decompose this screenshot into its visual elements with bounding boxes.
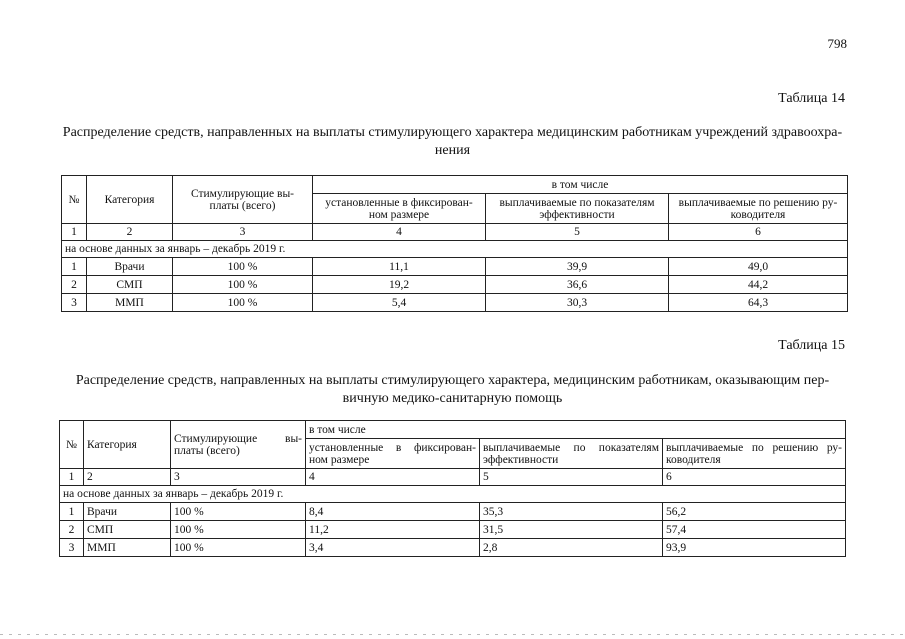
table-row	[62, 258, 848, 276]
cell-head: 44,2	[669, 276, 848, 294]
col-number: 5	[480, 469, 663, 486]
table-15-caption-line1: Распределение средств, направленных на выплаты стимулирующего характера, медицинским работникам, оказывающим пер-	[75, 373, 830, 388]
cell-perf: 31,5	[480, 521, 663, 539]
column-number-row	[62, 224, 848, 241]
col-number: 2	[87, 224, 173, 241]
cell-perf: 36,6	[486, 276, 669, 294]
header-perf-line1: выплачиваемые по показателям	[499, 196, 655, 209]
header-total-line2: платы (всего)	[174, 444, 240, 457]
header-num: №	[62, 176, 87, 224]
header-head-line2: ководителя	[666, 453, 721, 466]
table-14-caption-line2: нения	[434, 143, 471, 158]
header-fixed-line1: установленные в фиксирован-	[325, 196, 473, 209]
col-number: 5	[486, 224, 669, 241]
cell-total: 100 %	[171, 503, 306, 521]
header-fixed-line2: ном размере	[368, 208, 430, 221]
header-head-line1: выплачиваемые по решению ру-	[678, 196, 838, 209]
header-perf-line1: выплачиваемые по показателям	[483, 441, 659, 454]
cell-total: 100 %	[171, 521, 306, 539]
header-category: Категория	[84, 421, 171, 469]
col-number: 6	[663, 469, 846, 486]
table-15	[59, 420, 846, 557]
col-number: 2	[84, 469, 171, 486]
cell-num: 3	[62, 294, 87, 312]
table-row	[62, 276, 848, 294]
cell-category: Врачи	[84, 503, 171, 521]
header-fixed-line1: установленные в фиксирован-	[309, 441, 476, 454]
cell-head: 56,2	[663, 503, 846, 521]
column-number-row	[60, 469, 846, 486]
cell-num: 2	[60, 521, 84, 539]
cell-perf: 35,3	[480, 503, 663, 521]
header-perf-line2: эффективности	[539, 208, 615, 221]
table-15-caption-line2: вичную медико-санитарную помощь	[342, 391, 563, 406]
header-including: в том числе	[306, 421, 846, 439]
cell-total: 100 %	[171, 539, 306, 557]
header-total-line1: Стимулирующие вы-	[174, 432, 302, 445]
col-number: 4	[306, 469, 480, 486]
cell-category: СМП	[84, 521, 171, 539]
cell-fixed: 8,4	[306, 503, 480, 521]
cell-category: СМП	[87, 276, 173, 294]
cell-perf: 30,3	[486, 294, 669, 312]
header-total	[171, 421, 306, 469]
cell-head: 64,3	[669, 294, 848, 312]
header-fixed	[313, 194, 486, 224]
col-number: 3	[173, 224, 313, 241]
header-total	[173, 176, 313, 224]
cell-category: ММП	[84, 539, 171, 557]
cell-num: 2	[62, 276, 87, 294]
cell-num: 1	[62, 258, 87, 276]
cell-num: 3	[60, 539, 84, 557]
table-row	[60, 539, 846, 557]
cell-total: 100 %	[173, 258, 313, 276]
table-row	[62, 294, 848, 312]
scan-artifact-line	[0, 634, 905, 635]
col-number: 3	[171, 469, 306, 486]
header-category: Категория	[87, 176, 173, 224]
col-number: 6	[669, 224, 848, 241]
cell-perf: 39,9	[486, 258, 669, 276]
cell-head: 49,0	[669, 258, 848, 276]
header-head-line2: ководителя	[730, 208, 786, 221]
cell-fixed: 5,4	[313, 294, 486, 312]
cell-total: 100 %	[173, 294, 313, 312]
header-including: в том числе	[313, 176, 848, 194]
table-row	[60, 503, 846, 521]
col-number: 1	[62, 224, 87, 241]
table-15-caption	[50, 372, 855, 408]
col-number: 4	[313, 224, 486, 241]
table-15-label: Таблица 15	[778, 338, 845, 353]
header-perf	[486, 194, 669, 224]
table-14-caption-line1: Распределение средств, направленных на выплаты стимулирующего характера медицинским работникам учреждений здравоохра-	[62, 125, 843, 140]
header-fixed	[306, 439, 480, 469]
cell-fixed: 11,1	[313, 258, 486, 276]
page-number: 798	[827, 36, 847, 51]
cell-num: 1	[60, 503, 84, 521]
cell-fixed: 3,4	[306, 539, 480, 557]
header-total-line1: Стимулирующие вы-	[190, 187, 295, 200]
table-14	[61, 175, 848, 312]
cell-category: ММП	[87, 294, 173, 312]
header-total-line2: платы (всего)	[209, 199, 276, 212]
header-num: №	[60, 421, 84, 469]
header-head	[669, 194, 848, 224]
header-perf-line2: эффективности	[483, 453, 559, 466]
header-perf	[480, 439, 663, 469]
cell-total: 100 %	[173, 276, 313, 294]
col-number: 1	[60, 469, 84, 486]
cell-head: 57,4	[663, 521, 846, 539]
header-head	[663, 439, 846, 469]
table-14-label: Таблица 14	[778, 91, 845, 106]
cell-head: 93,9	[663, 539, 846, 557]
cell-fixed: 19,2	[313, 276, 486, 294]
table-14-caption	[50, 124, 855, 160]
cell-category: Врачи	[87, 258, 173, 276]
header-fixed-line2: ном размере	[309, 453, 370, 466]
period-row: на основе данных за январь – декабрь 2019 г.	[62, 241, 848, 258]
period-row: на основе данных за январь – декабрь 2019 г.	[60, 486, 846, 503]
cell-perf: 2,8	[480, 539, 663, 557]
cell-fixed: 11,2	[306, 521, 480, 539]
header-head-line1: выплачиваемые по решению ру-	[666, 441, 842, 454]
table-row	[60, 521, 846, 539]
